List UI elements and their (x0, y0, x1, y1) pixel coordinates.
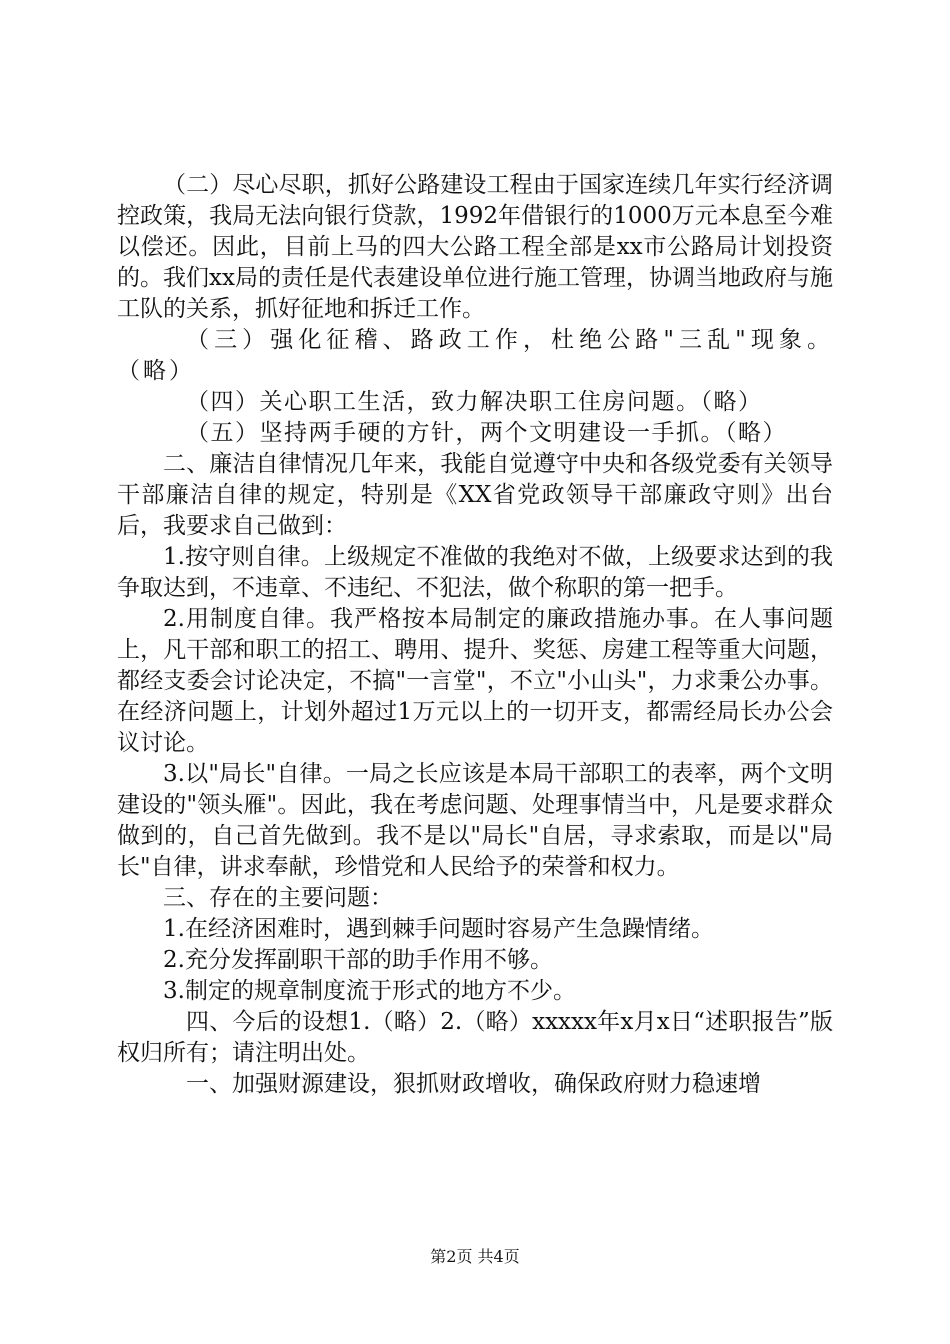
page-number: 第2页 共4页 (430, 1247, 520, 1266)
paragraph-self-discipline-rules: 1.按守则自律。上级规定不准做的我绝对不做，上级要求达到的我争取达到，不违章、不违纪、不犯法，做个称职的第一把手。 (117, 544, 833, 601)
paragraph-fiscal-revenue: 一、加强财源建设，狠抓财政增收，确保政府财力稳速增 (186, 1071, 761, 1097)
document-body (117, 170, 833, 1100)
paragraph-two-civilizations: （五）坚持两手硬的方针，两个文明建设一手抓。（略） (186, 420, 787, 446)
paragraph-problem-2: 2.充分发挥副职干部的助手作用不够。 (163, 947, 553, 973)
paragraph-problem-1: 1.在经济困难时，遇到棘手问题时容易产生急躁情绪。 (163, 916, 714, 942)
paragraph-future-plans: 四、今后的设想1.（略）2.（略）xxxxx年x月x日“述职报告”版权归所有；请注明出处。 (117, 1009, 833, 1066)
paragraph-problem-3: 3.制定的规章制度流于形式的地方不少。 (163, 978, 576, 1004)
paragraph-self-discipline-director: 3.以"局长"自律。一局之长应该是本局干部职工的表率，两个文明建设的"领头雁"。因此，我在考虑问题、处理事情当中，凡是要求群众做到的，自己首先做到。我不是以"局长"自居，寻求索取，而是以"局长"自律，讲求奉献，珍惜党和人民给予的荣誉和权力。 (117, 761, 833, 880)
paragraph-toll-enforcement: （三）强化征稽、路政工作，杜绝公路"三乱"现象。（略） (117, 327, 833, 384)
paragraph-staff-housing: （四）关心职工生活，致力解决职工住房问题。（略） (186, 389, 763, 415)
paragraph-road-construction: （二）尽心尽职，抓好公路建设工程由于国家连续几年实行经济调控政策，我局无法向银行贷款，1992年借银行的1000万元本息至今难以偿还。因此，目前上马的四大公路工程全部是xx市公路局计划投资的。我们xx局的责任是代表建设单位进行施工管理，协调当地政府与施工队的关系，抓好征地和拆迁工作。 (117, 172, 833, 322)
paragraph-integrity-section: 二、廉洁自律情况几年来，我能自觉遵守中央和各级党委有关领导干部廉洁自律的规定，特别是《XX省党政领导干部廉政守则》出台后，我要求自己做到： (117, 451, 833, 539)
paragraph-self-discipline-system: 2.用制度自律。我严格按本局制定的廉政措施办事。在人事问题上，凡干部和职工的招工、聘用、提升、奖惩、房建工程等重大问题，都经支委会讨论决定，不搞"一言堂"，不立"小山头"，力求秉公办事。在经济问题上，计划外超过1万元以上的一切开支，都需经局长办公会议讨论。 (117, 606, 833, 756)
paragraph-problems-heading: 三、存在的主要问题： (163, 885, 393, 911)
